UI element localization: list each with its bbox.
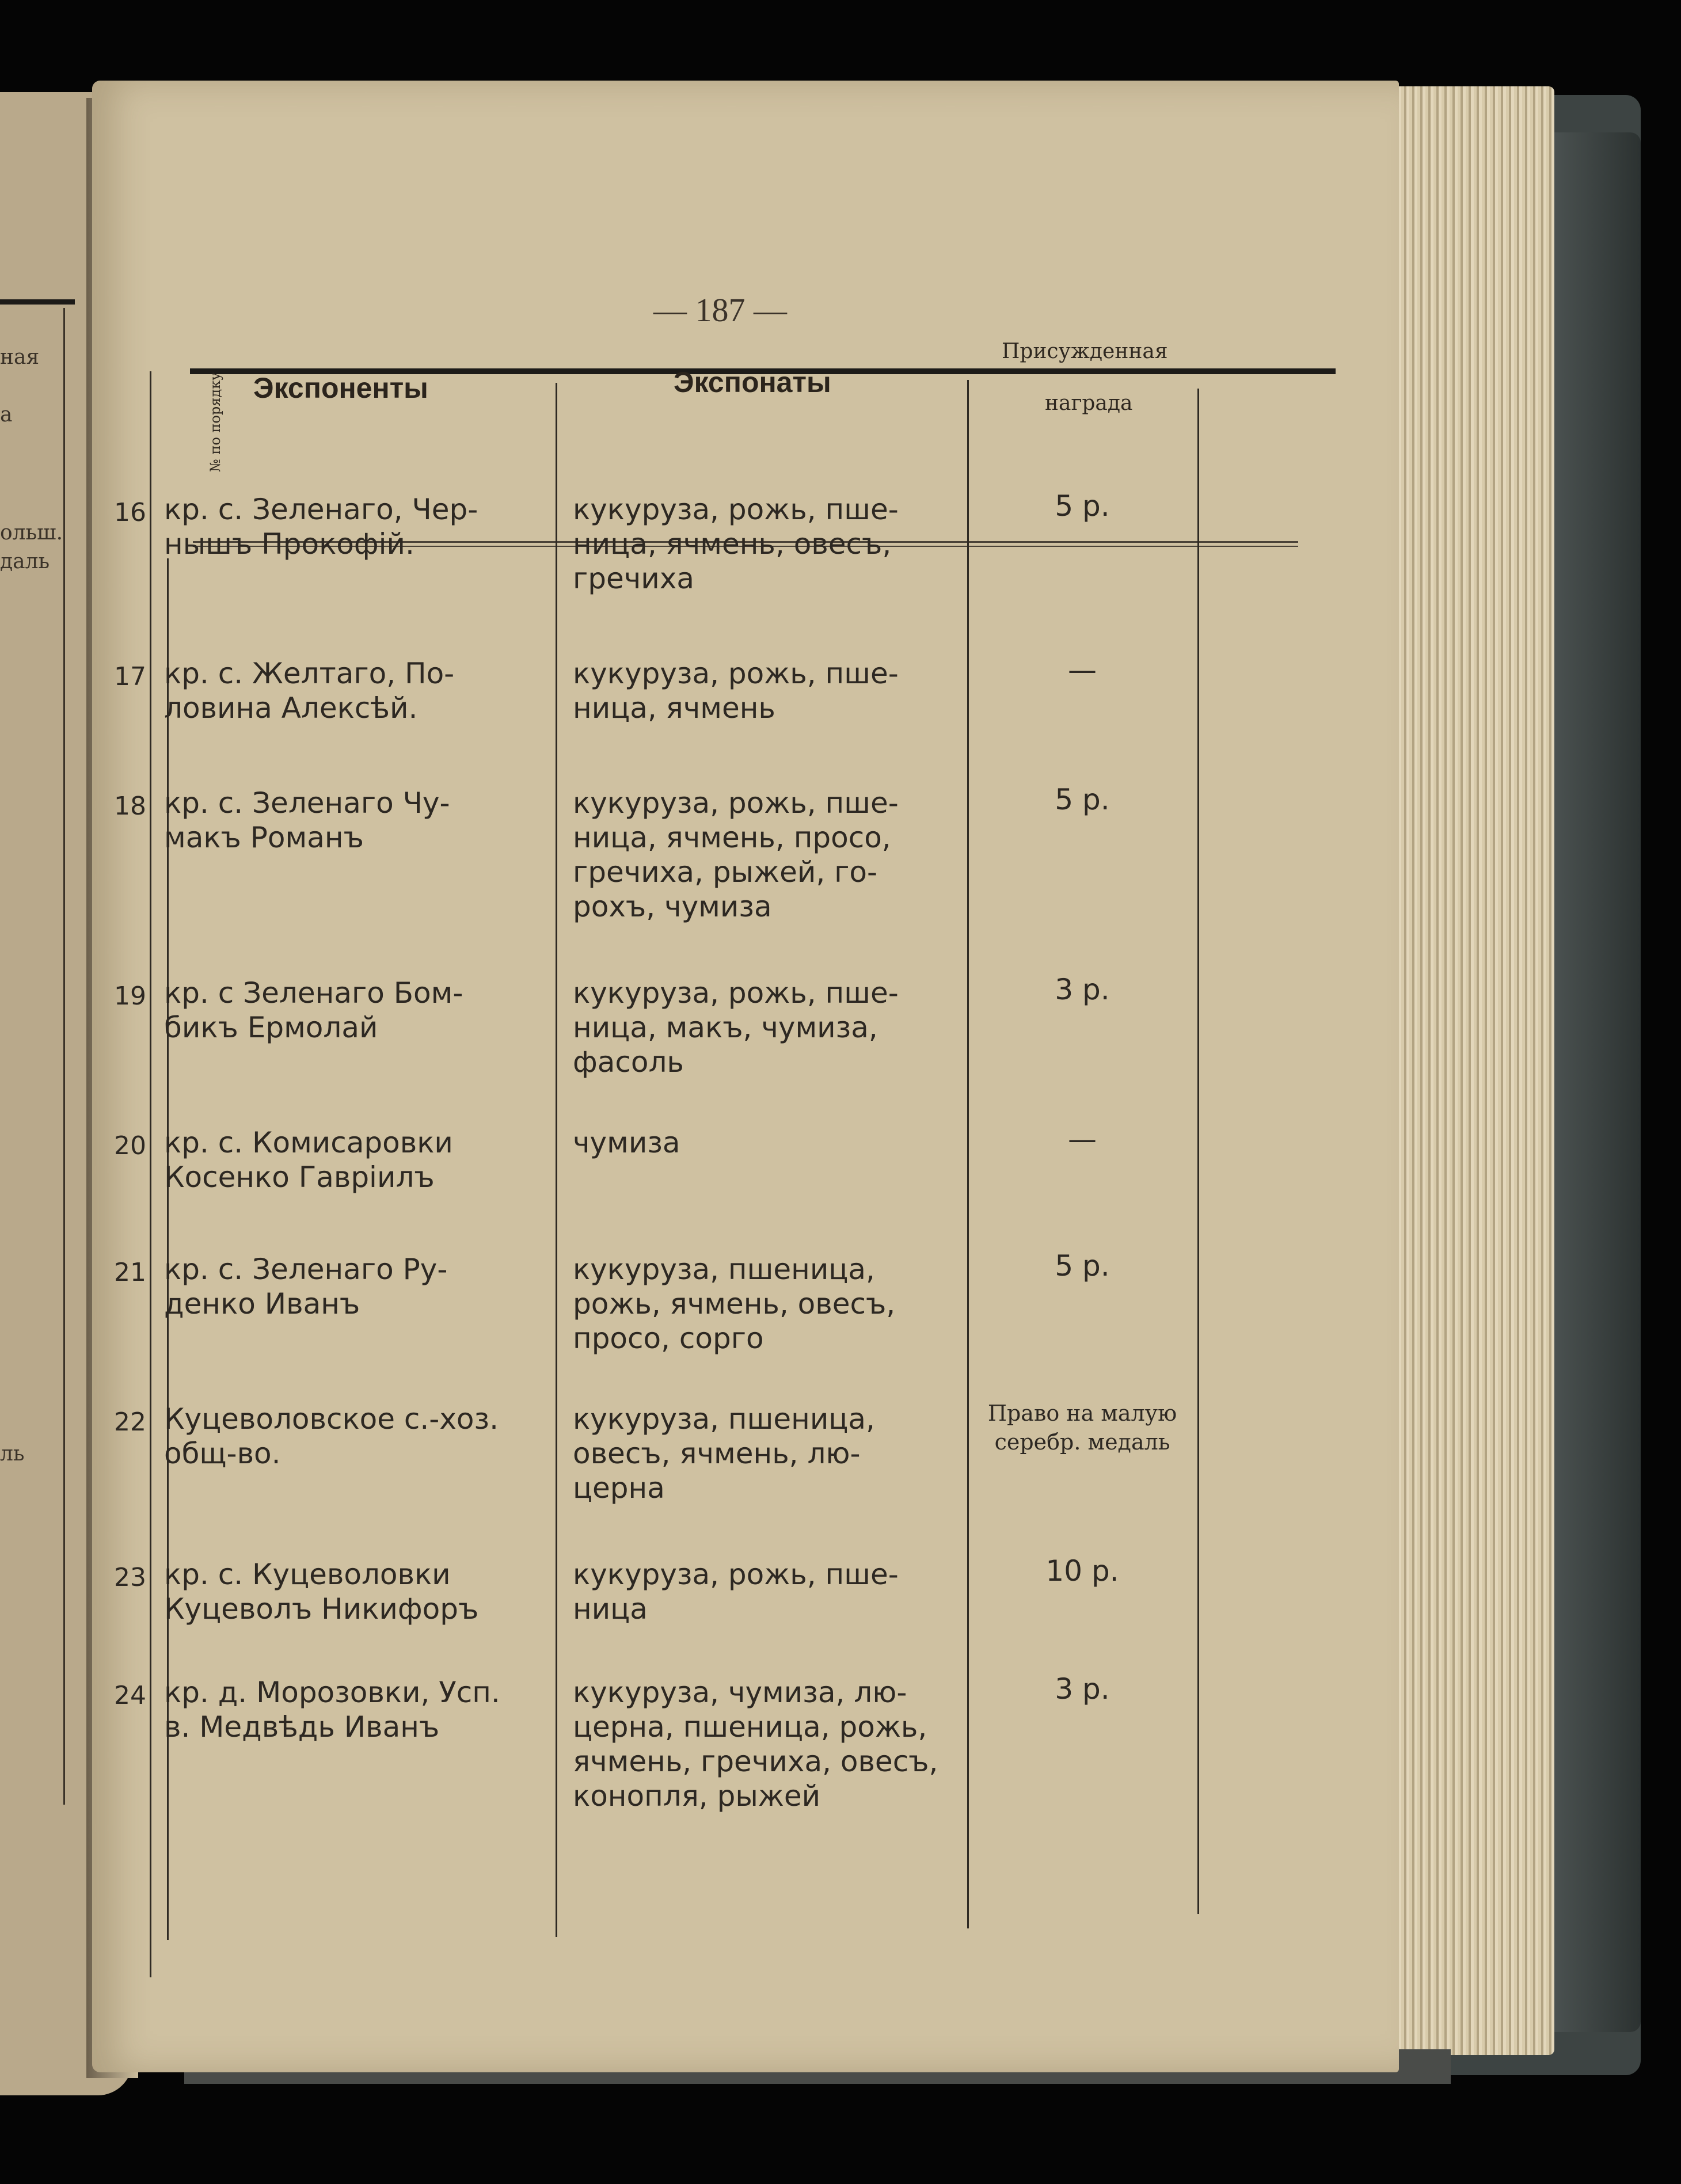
exhibits-line: кукуруза, пшеница,	[573, 1402, 875, 1436]
row-number: 18	[114, 792, 146, 821]
award-line: —	[1068, 653, 1097, 687]
exhibits-cell	[573, 1252, 895, 1356]
exhibitor-line: в. Медвѣдь Иванъ	[164, 1710, 440, 1744]
exhibitor-line: кр. с. Комисаровки	[164, 1126, 453, 1159]
left-page-fragment: ольш.	[0, 521, 63, 545]
exhibits-line: ница, ячмень, овесъ,	[573, 527, 892, 561]
header-row-number: № по порядку	[207, 372, 223, 472]
header-exhibitors: Экспоненты	[253, 372, 428, 404]
exhibits-line: церна, пшеница, рожь,	[573, 1710, 927, 1744]
exhibitor-line: кр. с Зеленаго Бом-	[164, 976, 463, 1010]
exhibits-line: кукуруза, чумиза, лю-	[573, 1676, 907, 1709]
exhibits-line: просо, сорго	[573, 1322, 764, 1355]
exhibits-line: кукуруза, рожь, пше-	[573, 1558, 899, 1591]
row-number: 24	[114, 1681, 146, 1710]
left-page-fragment: ль	[0, 1442, 25, 1466]
award-cell	[970, 653, 1195, 687]
award-cell	[970, 1554, 1195, 1588]
exhibitor-line: кр. с. Желтаго, По-	[164, 657, 455, 690]
exhibitor-cell	[164, 656, 454, 725]
award-line: —	[1068, 1123, 1097, 1156]
left-page-fragment: даль	[0, 550, 50, 573]
exhibitor-line: нышъ Прокофій.	[164, 527, 414, 561]
right-page	[92, 81, 1399, 2072]
exhibitor-line: макъ Романъ	[164, 821, 364, 854]
exhibits-cell	[573, 786, 899, 924]
exhibitor-line: Куцеволъ Никифоръ	[164, 1592, 479, 1626]
exhibits-line: овесъ, ячмень, лю-	[573, 1437, 861, 1470]
exhibitor-cell	[164, 492, 478, 561]
left-page-fragment: ная	[0, 345, 40, 369]
page-number: — 187 —	[653, 291, 787, 329]
exhibits-line: кукуруза, рожь, пше-	[573, 976, 899, 1010]
exhibitor-line: Куцеволовское с.-хоз.	[164, 1402, 499, 1436]
exhibitor-line: кр. с. Зеленаго, Чер-	[164, 493, 478, 526]
book-cover-edge	[1554, 132, 1641, 2032]
header-award-line2: награда	[1045, 391, 1133, 415]
award-cell	[970, 489, 1195, 523]
row-number: 19	[114, 981, 146, 1011]
award-cell	[970, 973, 1195, 1006]
exhibits-line: гречиха, рыжей, го-	[573, 855, 878, 889]
exhibitor-line: кр. д. Морозовки, Усп.	[164, 1676, 500, 1709]
exhibitor-line: Косенко Гавріилъ	[164, 1161, 435, 1194]
row-number: 21	[114, 1258, 146, 1287]
exhibitor-cell	[164, 1125, 453, 1194]
exhibits-line: ячмень, гречиха, овесъ,	[573, 1745, 938, 1778]
exhibits-line: фасоль	[573, 1045, 684, 1079]
exhibits-line: кукуруза, рожь, пше-	[573, 493, 899, 526]
award-line: 5 р.	[1055, 783, 1110, 816]
exhibits-line: рохъ, чумиза	[573, 890, 772, 923]
exhibits-line: кукуруза, рожь, пше-	[573, 786, 899, 820]
exhibits-line: кукуруза, рожь, пше-	[573, 657, 899, 690]
exhibitor-line: кр. с. Зеленаго Ру-	[164, 1253, 448, 1286]
left-page-rule	[0, 299, 75, 305]
exhibitor-line: общ-во.	[164, 1437, 281, 1470]
exhibits-line: конопля, рыжей	[573, 1779, 821, 1813]
exhibitor-line: кр. с. Зеленаго Чу-	[164, 786, 450, 820]
exhibits-cell	[573, 1675, 938, 1813]
exhibitor-cell	[164, 1402, 499, 1471]
exhibitor-line: бикъ Ермолай	[164, 1011, 378, 1044]
award-line: 3 р.	[1055, 973, 1110, 1006]
exhibits-line: кукуруза, пшеница,	[573, 1253, 875, 1286]
exhibits-cell	[573, 976, 899, 1079]
award-cell	[970, 783, 1195, 816]
row-number: 16	[114, 498, 146, 527]
award-line: 10 р.	[1045, 1554, 1119, 1588]
column-line	[1197, 389, 1199, 1914]
award-line: 3 р.	[1055, 1672, 1110, 1706]
exhibits-cell	[573, 1402, 875, 1505]
award-cell	[970, 1672, 1195, 1706]
award-line: Право на малую	[987, 1401, 1177, 1426]
row-number: 20	[114, 1131, 146, 1161]
award-line: 5 р.	[1055, 1249, 1110, 1283]
exhibits-line: ница	[573, 1592, 648, 1626]
row-number: 17	[114, 662, 146, 691]
exhibits-cell	[573, 492, 899, 596]
exhibits-line: чумиза	[573, 1126, 680, 1159]
exhibitor-cell	[164, 1557, 478, 1626]
row-number: 23	[114, 1563, 146, 1592]
header-award-line1: Присужденная	[1002, 340, 1168, 363]
left-page-fragment: а	[0, 403, 13, 427]
column-line	[556, 383, 557, 1937]
exhibitor-cell	[164, 786, 450, 855]
exhibits-line: церна	[573, 1471, 665, 1505]
exhibitor-cell	[164, 1252, 447, 1321]
award-cell	[970, 1249, 1195, 1283]
award-cell	[970, 1123, 1195, 1156]
award-line: серебр. медаль	[994, 1429, 1170, 1455]
exhibitor-line: ловина Алексѣй.	[164, 691, 418, 725]
column-line	[967, 380, 969, 1928]
exhibits-line: рожь, ячмень, овесъ,	[573, 1287, 896, 1321]
award-cell	[970, 1399, 1195, 1456]
exhibits-cell	[573, 1557, 899, 1626]
row-number: 22	[114, 1407, 146, 1437]
exhibitor-line: денко Иванъ	[164, 1287, 360, 1321]
exhibitor-line: кр. с. Куцеволовки	[164, 1558, 451, 1591]
exhibits-cell	[573, 1125, 680, 1160]
exhibitor-cell	[164, 976, 463, 1045]
column-line	[150, 371, 151, 1977]
exhibits-line: ница, ячмень	[573, 691, 775, 725]
exhibitor-cell	[164, 1675, 500, 1744]
exhibits-line: ница, макъ, чумиза,	[573, 1011, 878, 1044]
left-page-column-line	[63, 308, 65, 1805]
exhibits-line: ница, ячмень, просо,	[573, 821, 891, 854]
page-edges	[1393, 86, 1554, 2055]
header-exhibits: Экспонаты	[674, 366, 831, 398]
exhibits-cell	[573, 656, 899, 725]
award-line: 5 р.	[1055, 489, 1110, 523]
exhibits-line: гречиха	[573, 562, 695, 595]
